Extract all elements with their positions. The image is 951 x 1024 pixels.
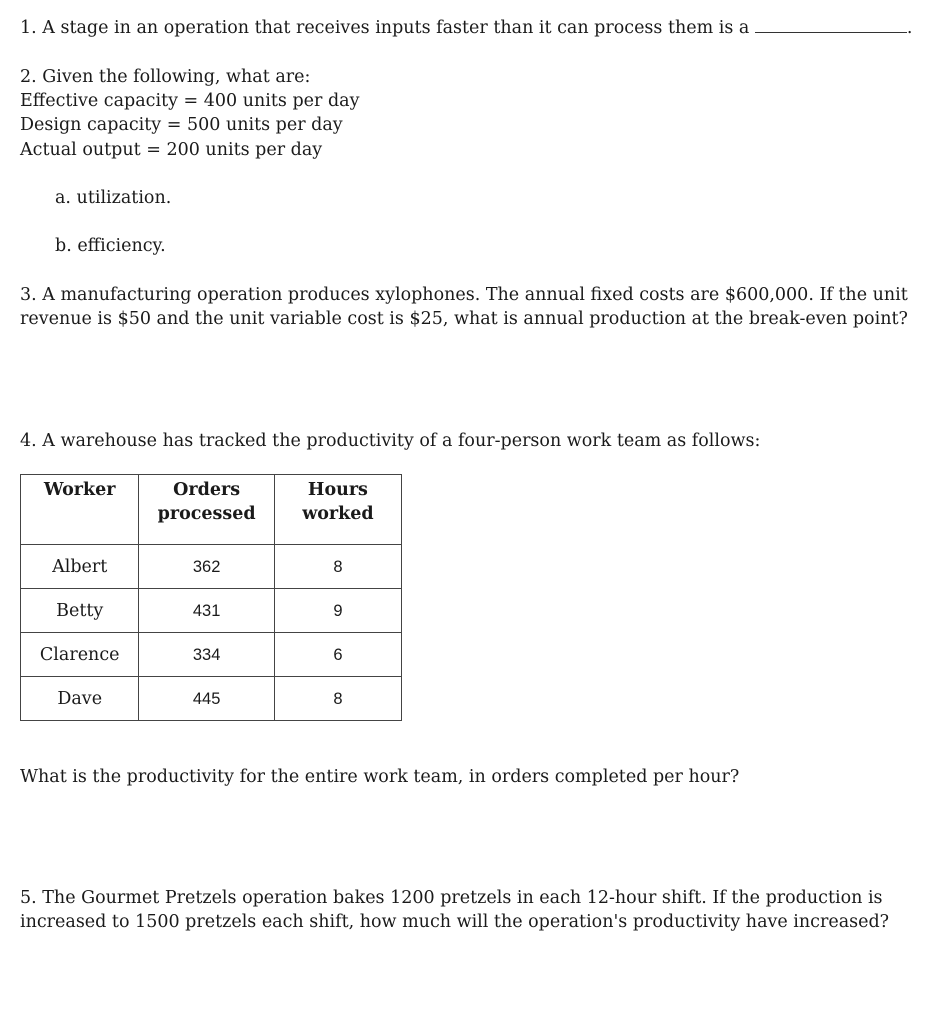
question-2b: b. efficiency. [55,236,166,256]
productivity-table [20,474,402,721]
answer-blank [755,16,907,33]
table-header-row [21,475,402,545]
orders-processed: 334 [139,633,274,677]
hours-worked: 6 [274,633,401,677]
table-row [21,677,402,721]
question-2a: a. utilization. [55,188,172,208]
given-effective-capacity: Effective capacity = 400 units per day [20,91,360,111]
question-1-end: . [906,18,913,38]
orders-processed: 431 [139,589,274,633]
question-4-intro: 4. A warehouse has tracked the productivity of a four-person work team as follows: [20,431,761,451]
question-3-line-1: 3. A manufacturing operation produces xylophones. The annual fixed costs are $600,000. If the unit [20,285,908,305]
question-5-line-1: 5. The Gourmet Pretzels operation bakes 1200 pretzels in each 12-hour shift. If the production is [20,888,883,908]
question-1-text: 1. A stage in an operation that receives inputs faster than it can process them is a [20,18,750,38]
question-2-intro: 2. Given the following, what are: [20,67,311,87]
orders-processed: 445 [139,677,274,721]
worker-name: Clarence [21,633,139,677]
header-worker: Worker [21,475,139,545]
question-4-question: What is the productivity for the entire work team, in orders completed per hour? [20,767,740,787]
given-design-capacity: Design capacity = 500 units per day [20,115,343,135]
hours-worked: 8 [274,545,401,589]
worker-name: Betty [21,589,139,633]
question-1 [20,16,913,40]
hours-worked: 9 [274,589,401,633]
given-actual-output: Actual output = 200 units per day [20,140,323,160]
hours-worked: 8 [274,677,401,721]
orders-processed: 362 [139,545,274,589]
question-5-line-2: increased to 1500 pretzels each shift, how much will the operation's productivity have increased? [20,912,890,932]
table-row [21,589,402,633]
header-orders-processed: Orders processed [139,475,274,545]
question-3-line-2: revenue is $50 and the unit variable cost is $25, what is annual production at the break-even point? [20,309,908,329]
table-row [21,633,402,677]
worker-name: Albert [21,545,139,589]
header-hours-worked: Hours worked [274,475,401,545]
table-row [21,545,402,589]
worker-name: Dave [21,677,139,721]
